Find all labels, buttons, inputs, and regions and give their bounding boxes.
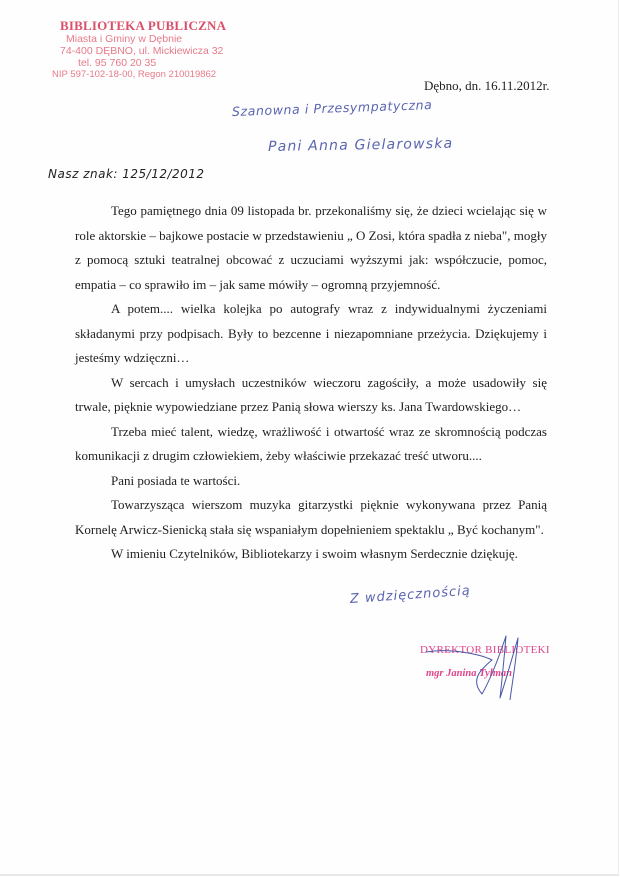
library-phone: tel. 95 760 20 35 (78, 57, 157, 69)
stamp-title: DYREKTOR BIBLIOTEKI (420, 644, 550, 656)
body-paragraph: W imieniu Czytelników, Bibliotekarzy i swoim własnym Serdecznie dziękuję. (111, 546, 518, 561)
body-paragraph: Pani posiada te wartości. (111, 472, 241, 488)
reference-number: Nasz znak: 125/12/2012 (48, 167, 205, 181)
body-paragraph: A potem.... wielka kolejka po autografy wraz z indywidualnymi życzeniami składanymi przy podpisach. Były to bezcenne i niezapomniane przeżycia. Dziękujemy i jesteśmy wdzięczni… (75, 301, 547, 365)
body-paragraph: Towarzysząca wierszom muzyka gitarzystki pięknie wykonywana przez Panią Kornelę Arwicz-Sienicką stała się wspaniałym dopełnieniem spektaklu „ Być kochanym". (75, 497, 547, 537)
library-address: 74-400 DĘBNO, ul. Mickiewicza 32 (60, 45, 224, 57)
library-municipality: Miasta i Gminy w Dębnie (66, 33, 183, 45)
body-paragraph: Tego pamiętnego dnia 09 listopada br. przekonaliśmy się, że dzieci wcielając się w role aktorskie – bajkowe postacie w przedstawieniu „ O Zosi, która spadła z nieba", mogły z pomocą sztuki teatralnej obcować z uczuciami wyższymi jak: współczucie, pomoc, empatia – co sprawiło im – jak same mówiły – ogromną przyjemność. (75, 203, 547, 292)
salutation-recipient: Pani Anna Gielarowska (267, 135, 454, 155)
body-paragraph: Trzeba mieć talent, wiedzę, wrażliwość i otwartość wraz ze skromnością podczas komunikacji z drugim człowiekiem, żeby właściwie przekazać treść utworu.... (75, 423, 547, 463)
director-stamp (420, 644, 570, 680)
letter-date: Dębno, dn. 16.11.2012r. (424, 78, 550, 93)
body-paragraph: W sercach i umysłach uczestników wieczoru zagościły, a może usadowiły się trwale, pięknie wypowiedziane przez Panią słowa wierszy ks. Jana Twardowskiego… (75, 374, 547, 414)
stamp-name: mgr Janina Tylman (426, 668, 512, 679)
library-tax-ids: NIP 597-102-18-00, Regon 210019862 (52, 69, 217, 80)
library-name: BIBLIOTEKA PUBLICZNA (60, 18, 227, 33)
letter-body (75, 199, 547, 567)
closing-phrase: Z wdzięcznością (349, 583, 472, 607)
salutation-line-1: Szanowna i Przesympatyczna (231, 97, 433, 119)
letterhead-stamp (52, 18, 272, 81)
